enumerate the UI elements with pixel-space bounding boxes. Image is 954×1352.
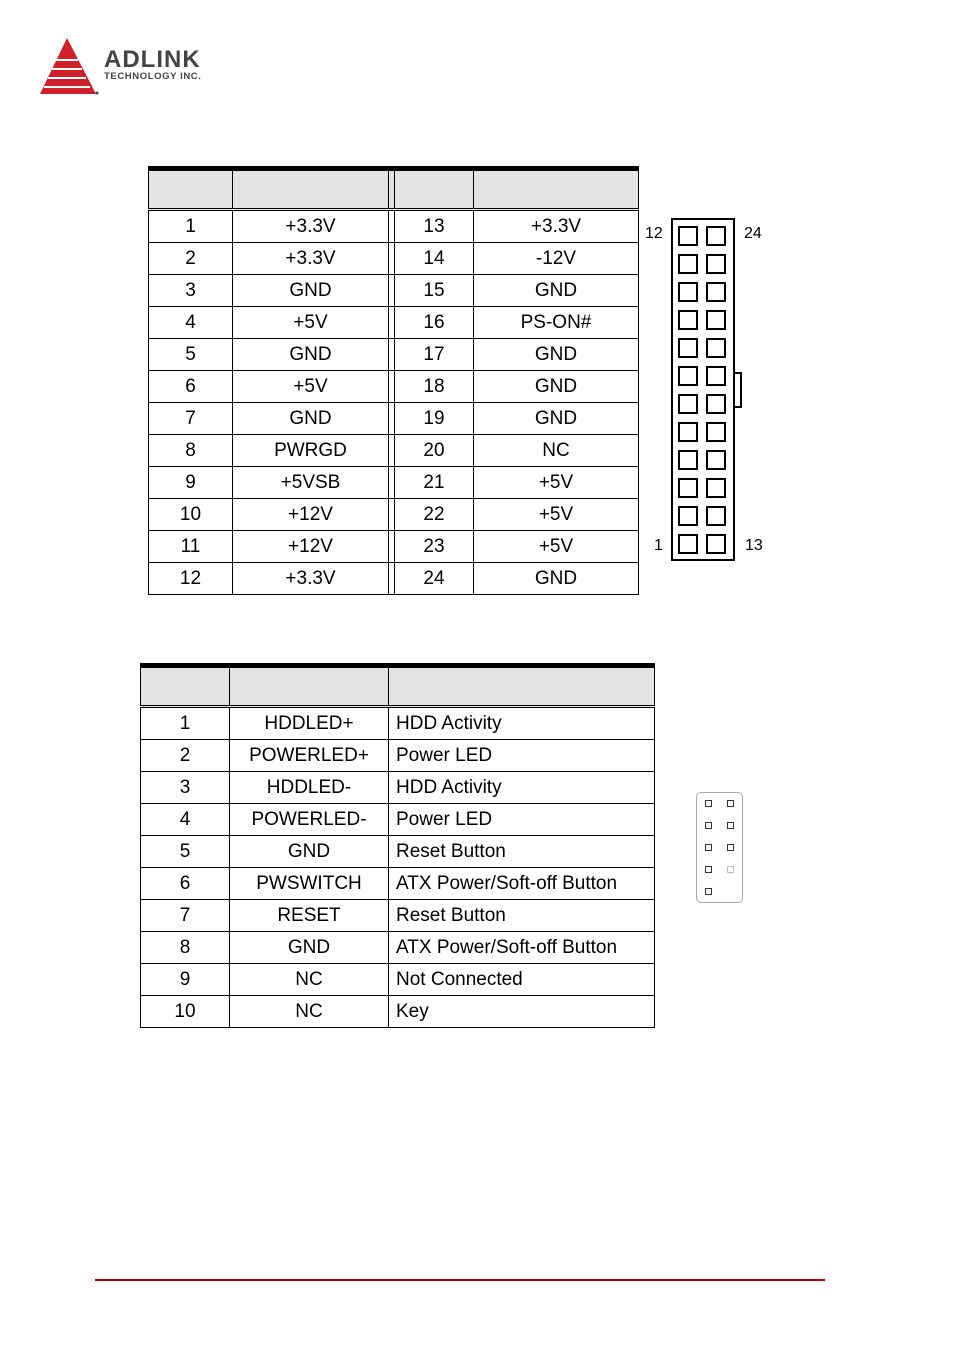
table-cell: POWERLED- xyxy=(230,804,389,836)
table-row xyxy=(141,804,655,836)
connector-pin xyxy=(678,394,698,414)
table-row xyxy=(141,772,655,804)
table-cell: +3.3V xyxy=(233,243,389,275)
table-cell: +5V xyxy=(233,307,389,339)
table-cell: HDDLED- xyxy=(230,772,389,804)
table-cell: 1 xyxy=(141,707,230,740)
connector-pin xyxy=(705,822,712,829)
table-cell: GND xyxy=(230,836,389,868)
connector-pin xyxy=(706,226,726,246)
header-cell xyxy=(389,666,655,707)
table-cell: +3.3V xyxy=(474,210,639,243)
table-row xyxy=(141,707,655,740)
table-cell: +12V xyxy=(233,531,389,563)
table-cell: NC xyxy=(474,435,639,467)
table-cell: HDD Activity xyxy=(389,707,655,740)
table-cell: 14 xyxy=(395,243,474,275)
connector-pin xyxy=(678,478,698,498)
table-cell: 9 xyxy=(149,467,233,499)
table-cell: 8 xyxy=(149,435,233,467)
connector-pin xyxy=(705,844,712,851)
header-cell xyxy=(230,666,389,707)
atx-connector-latch xyxy=(734,372,742,408)
header-cell xyxy=(233,169,389,210)
table-cell: 24 xyxy=(395,563,474,595)
connector-pin xyxy=(727,866,734,873)
header-cell xyxy=(474,169,639,210)
connector-pin xyxy=(678,450,698,470)
table-row xyxy=(149,210,639,243)
table-cell: 1 xyxy=(149,210,233,243)
table-row xyxy=(141,932,655,964)
table-cell: 7 xyxy=(149,403,233,435)
table-cell: 7 xyxy=(141,900,230,932)
table-cell: Power LED xyxy=(389,804,655,836)
table-cell: GND xyxy=(474,371,639,403)
front-panel-pin-table xyxy=(140,663,655,1028)
pin-label-13: 13 xyxy=(745,537,763,554)
table-cell: RESET xyxy=(230,900,389,932)
table-cell: Power LED xyxy=(389,740,655,772)
connector-pin xyxy=(706,506,726,526)
table-cell: GND xyxy=(233,403,389,435)
table-cell: GND xyxy=(230,932,389,964)
front-panel-connector-diagram xyxy=(696,792,743,903)
connector-pin xyxy=(706,254,726,274)
table-cell: 6 xyxy=(141,868,230,900)
connector-pin xyxy=(678,534,698,554)
table-row xyxy=(149,339,639,371)
header-cell xyxy=(149,169,233,210)
table-row xyxy=(149,563,639,595)
table-cell: GND xyxy=(474,563,639,595)
table-cell: GND xyxy=(233,275,389,307)
table-cell: 5 xyxy=(149,339,233,371)
table-row xyxy=(149,435,639,467)
table-cell: Not Connected xyxy=(389,964,655,996)
table-cell: 2 xyxy=(149,243,233,275)
connector-pin xyxy=(706,338,726,358)
logo-tagline: TECHNOLOGY INC. xyxy=(104,71,202,82)
table-row xyxy=(141,836,655,868)
table-cell: 3 xyxy=(149,275,233,307)
connector-pin xyxy=(706,310,726,330)
connector-pin xyxy=(727,844,734,851)
table-cell: +5V xyxy=(474,499,639,531)
table-cell: ATX Power/Soft-off Button xyxy=(389,868,655,900)
footer-rule xyxy=(95,1279,825,1281)
table-cell: 17 xyxy=(395,339,474,371)
pin-label-24: 24 xyxy=(744,225,762,242)
table-row xyxy=(149,467,639,499)
table-row xyxy=(149,307,639,339)
connector-pin xyxy=(678,310,698,330)
table-cell: 10 xyxy=(141,996,230,1028)
connector-pin xyxy=(706,366,726,386)
table-cell: 19 xyxy=(395,403,474,435)
pin-label-12: 12 xyxy=(645,225,663,242)
connector-pin xyxy=(706,422,726,442)
table-row xyxy=(141,868,655,900)
connector-pin xyxy=(727,800,734,807)
table-cell: -12V xyxy=(474,243,639,275)
connector-pin xyxy=(706,450,726,470)
table-cell: 6 xyxy=(149,371,233,403)
table-cell: NC xyxy=(230,996,389,1028)
table-cell: 4 xyxy=(141,804,230,836)
table-row xyxy=(141,964,655,996)
table-cell: 3 xyxy=(141,772,230,804)
connector-pin xyxy=(678,506,698,526)
atx-power-pin-table xyxy=(148,166,639,595)
table-cell: GND xyxy=(233,339,389,371)
table-cell: +3.3V xyxy=(233,210,389,243)
header-cell xyxy=(141,666,230,707)
connector-pin xyxy=(678,254,698,274)
table-cell: 13 xyxy=(395,210,474,243)
table-cell: Key xyxy=(389,996,655,1028)
table-cell: 16 xyxy=(395,307,474,339)
table-cell: GND xyxy=(474,339,639,371)
table-cell: 4 xyxy=(149,307,233,339)
table-row xyxy=(141,900,655,932)
table-row xyxy=(149,531,639,563)
table-cell: POWERLED+ xyxy=(230,740,389,772)
table-cell: 12 xyxy=(149,563,233,595)
table-row xyxy=(149,243,639,275)
connector-pin xyxy=(678,226,698,246)
table-cell: +5V xyxy=(474,531,639,563)
table-header-row xyxy=(149,169,639,210)
table-cell: GND xyxy=(474,403,639,435)
header-cell xyxy=(395,169,474,210)
pin-label-1: 1 xyxy=(654,537,663,554)
table-cell: 23 xyxy=(395,531,474,563)
table-cell: NC xyxy=(230,964,389,996)
table-cell: +12V xyxy=(233,499,389,531)
table-cell: 21 xyxy=(395,467,474,499)
connector-pin xyxy=(705,888,712,895)
table-row xyxy=(149,499,639,531)
connector-pin xyxy=(678,366,698,386)
table-cell: 11 xyxy=(149,531,233,563)
table-cell: +5V xyxy=(474,467,639,499)
logo-wordmark: ADLINK xyxy=(104,46,201,73)
connector-pin xyxy=(706,478,726,498)
table-cell: ATX Power/Soft-off Button xyxy=(389,932,655,964)
table-cell: PS-ON# xyxy=(474,307,639,339)
table-row xyxy=(149,403,639,435)
table-row xyxy=(149,275,639,307)
table-cell: 15 xyxy=(395,275,474,307)
table-cell: 8 xyxy=(141,932,230,964)
table-row xyxy=(141,996,655,1028)
adlink-triangle-icon xyxy=(38,36,102,98)
table-cell: GND xyxy=(474,275,639,307)
connector-pin xyxy=(678,422,698,442)
connector-pin xyxy=(678,338,698,358)
table-cell: 10 xyxy=(149,499,233,531)
connector-pin xyxy=(727,822,734,829)
adlink-logo xyxy=(38,36,238,98)
table-cell: 18 xyxy=(395,371,474,403)
table-cell: +5VSB xyxy=(233,467,389,499)
table-cell: Reset Button xyxy=(389,836,655,868)
table-row xyxy=(149,371,639,403)
table-cell: Reset Button xyxy=(389,900,655,932)
table-row xyxy=(141,740,655,772)
atx-connector-body xyxy=(671,218,735,561)
connector-pin xyxy=(706,534,726,554)
table-header-row xyxy=(141,666,655,707)
connector-pin xyxy=(706,282,726,302)
table-cell: HDD Activity xyxy=(389,772,655,804)
table-cell: 5 xyxy=(141,836,230,868)
connector-pin xyxy=(678,282,698,302)
connector-pin xyxy=(705,866,712,873)
connector-pin xyxy=(705,800,712,807)
table-cell: +5V xyxy=(233,371,389,403)
table-cell: 2 xyxy=(141,740,230,772)
table-cell: 20 xyxy=(395,435,474,467)
table-cell: 9 xyxy=(141,964,230,996)
table-cell: HDDLED+ xyxy=(230,707,389,740)
table-cell: 22 xyxy=(395,499,474,531)
connector-pin xyxy=(706,394,726,414)
table-cell: +3.3V xyxy=(233,563,389,595)
table-cell: PWRGD xyxy=(233,435,389,467)
table-cell: PWSWITCH xyxy=(230,868,389,900)
